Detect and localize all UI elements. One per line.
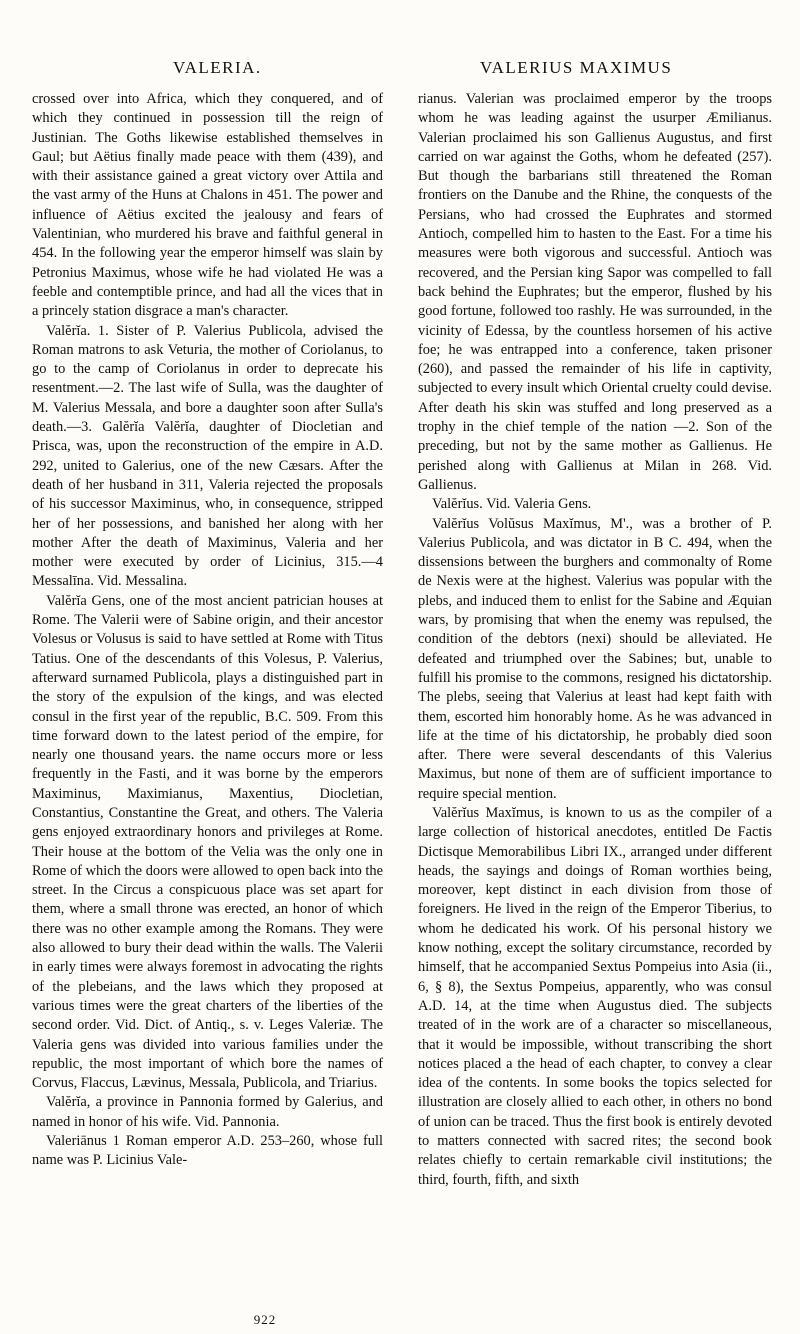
- entry-continuation-valentinianus: crossed over into Africa, which they conquered, and of which they continued in possession till the reign of Justinian. The Goths likewise established themselves in Gaul; but Aëtius finally made peace with them (439), and with their assistance gained a great victory over Attila and the vast army of the Huns at Chalons in 451. The power and influence of Aëtius excited the jealousy and fears of Valentinian, who murdered his brave and faithful general in 454. In the following year the emperor himself was slain by Petronius Maximus, whose wife he had violated He was a feeble and contemptible prince, and had all the vices that in a princely station disgrace a man's character.: [32, 91, 383, 320]
- entry-valerianus: Valeriānus 1 Roman emperor A.D. 253–260, whose full name was P. Licinius Vale-: [32, 1133, 383, 1169]
- right-column: [418, 90, 772, 1190]
- page-footer: [0, 1312, 800, 1328]
- entry-continuation-valerianus: rianus. Valerian was proclaimed emperor by the troops whom he was leading against the usurper Æmilianus. Valerian proclaimed his son Gallienus Augustus, and first carried on war against the Goths, whom he defeated (257). But though the barbarians still threatened the Roman frontiers on the Danube and the Rhine, the conquests of the Persians, who had crossed the Euphrates and stormed Antioch, compelled him to hasten to the East. For a time his measures were both vigorous and successful. Antioch was recovered, and the Persian king Sapor was compelled to fall back behind the Euphrates; but the emperor, flushed by his good fortune, followed too rashly. He was surrounded, in the vicinity of Edessa, by the countless horsemen of his active foe; he was entrapped into a conference, taken prisoner (260), and passed the remainder of his life in captivity, subjected to every insult which Oriental cruelty could devise. After death his skin was stuffed and long preserved as a trophy in the chief temple of the nation —2. Son of the preceding, but not by the same mother as Gallienus. He perished along with Gallienus at Milan in 268. Vid. Gallienus.: [418, 91, 772, 493]
- page-number: 922: [253, 1312, 277, 1327]
- entry-valeria-province: Valĕrĭa, a province in Pannonia formed by Galerius, and named in honor of his wife. Vid. Pannonia.: [32, 1094, 383, 1130]
- entry-valerius-volusus-maximus: Valĕrĭus Volŭsus Maxĭmus, M'., was a brother of P. Valerius Publicola, and was dictator in B C. 494, when the dissensions between the burghers and commonalty of Rome de Nexis were at the highest. Valerius was popular with the plebs, and induced them to enlist for the Sabine and Æquian wars, by promising that when the enemy was repulsed, the condition of the debtors (nexi) should be alleviated. He defeated and triumphed over the Sabines; but, unable to fulfill his promise to the commons, resigned his dictatorship. The plebs, seeing that Valerius at least had kept faith with them, escorted him honorably home. As he was advanced in life at the time of his dictatorship, he probably died soon after. There were several descendants of this Valerius Maximus, but none of them are of sufficient importance to require special mention.: [418, 515, 772, 802]
- entry-valeria-gens: Valĕrĭa Gens, one of the most ancient patrician houses at Rome. The Valerii were of Sabine origin, and their ancestor Volesus or Volusus is said to have settled at Rome with Titus Tatius. One of the descendants of this Volesus, P. Valerius, afterward surnamed Publicola, plays a distinguished part in the story of the expulsion of the kings, and was elected consul in the first year of the republic, B.C. 509. From this time forward down to the latest period of the empire, for nearly one thousand years. the name occurs more or less frequently in the Fasti, and it was borne by the emperors Maximinus, Maximianus, Maxentius, Diocletian, Constantius, Constantine the Great, and others. The Valeria gens enjoyed extraordinary honors and privileges at Rome. Their house at the bottom of the Velia was the only one in Rome of which the doors were allowed to open back into the street. In the Circus a conspicuous place was set apart for them, where a small throne was erected, an honor of which there was no other example among the Romans. They were also allowed to bury their dead within the walls. The Valerii in early times were always foremost in advocating the rights of the plebeians, and the laws which they proposed at various times were the great charters of the liberties of the second order. Vid. Dict. of Antiq., s. v. Leges Valeriæ. The Valeria gens was divided into various families under the republic, the most important of which bore the names of Corvus, Flaccus, Lævinus, Messala, Publicola, and Triarius.: [32, 592, 383, 1092]
- entry-valerius: Valĕrĭus. Vid. Valeria Gens.: [432, 496, 592, 513]
- entry-valerius-maximus: Valĕrĭus Maxĭmus, is known to us as the compiler of a large collection of historical anecdotes, entitled De Factis Dictisque Memorabilibus Libri IX., arranged under different heads, the sayings and doings of Roman worthies being, moreover, kept distinct in each division from those of foreigners. He lived in the reign of the Emperor Tiberius, to whom he dedicated his work. Of his personal history we know nothing, except the solitary circumstance, recorded by himself, that he accompanied Sextus Pompeius into Asia (ii., 6, § 8), the Sextus Pompeius, apparently, who was consul A.D. 14, at the time when Augustus died. The subjects treated of in the work are of a character so miscellaneous, that it would be impossible, without transcribing the short notices placed a the head of each chapter, to convey a clear idea of the contents. In some books the topics selected for illustration are closely allied to each other, in others no bond of union can be traced. Thus the first book is entirely devoted to matters connected with sacred rites; the second book relates chiefly to certain remarkable civil institutions; the third, fourth, fifth, and sixth: [418, 804, 772, 1188]
- entry-valeria: Valĕrĭa. 1. Sister of P. Valerius Publicola, advised the Roman matrons to ask Veturia, the mother of Coriolanus, to go to the camp of Coriolanus in order to deprecate his resentment.—2. The last wife of Sulla, was the daughter of M. Valerius Messala, and bore a daughter soon after Sulla's death.—3. Galĕrĭa Valĕrĭa, daughter of Diocletian and Prisca, was, upon the reconstruction of the empire in A.D. 292, united to Galerius, one of the new Cæsars. After the death of her husband in 311, Valeria rejected the proposals of his successor Maximinus, who, in consequence, stripped her of her possessions, and banished her along with her mother After the death of Maximinus, Valeria and her mother were executed by order of Licinius, 315.—4 Messalīna. Vid. Messalina.: [32, 322, 383, 590]
- header-right-title: VALERIUS MAXIMUS: [480, 58, 673, 77]
- left-column: [32, 90, 383, 1171]
- running-header: [0, 52, 800, 82]
- header-left-title: VALERIA.: [173, 58, 262, 77]
